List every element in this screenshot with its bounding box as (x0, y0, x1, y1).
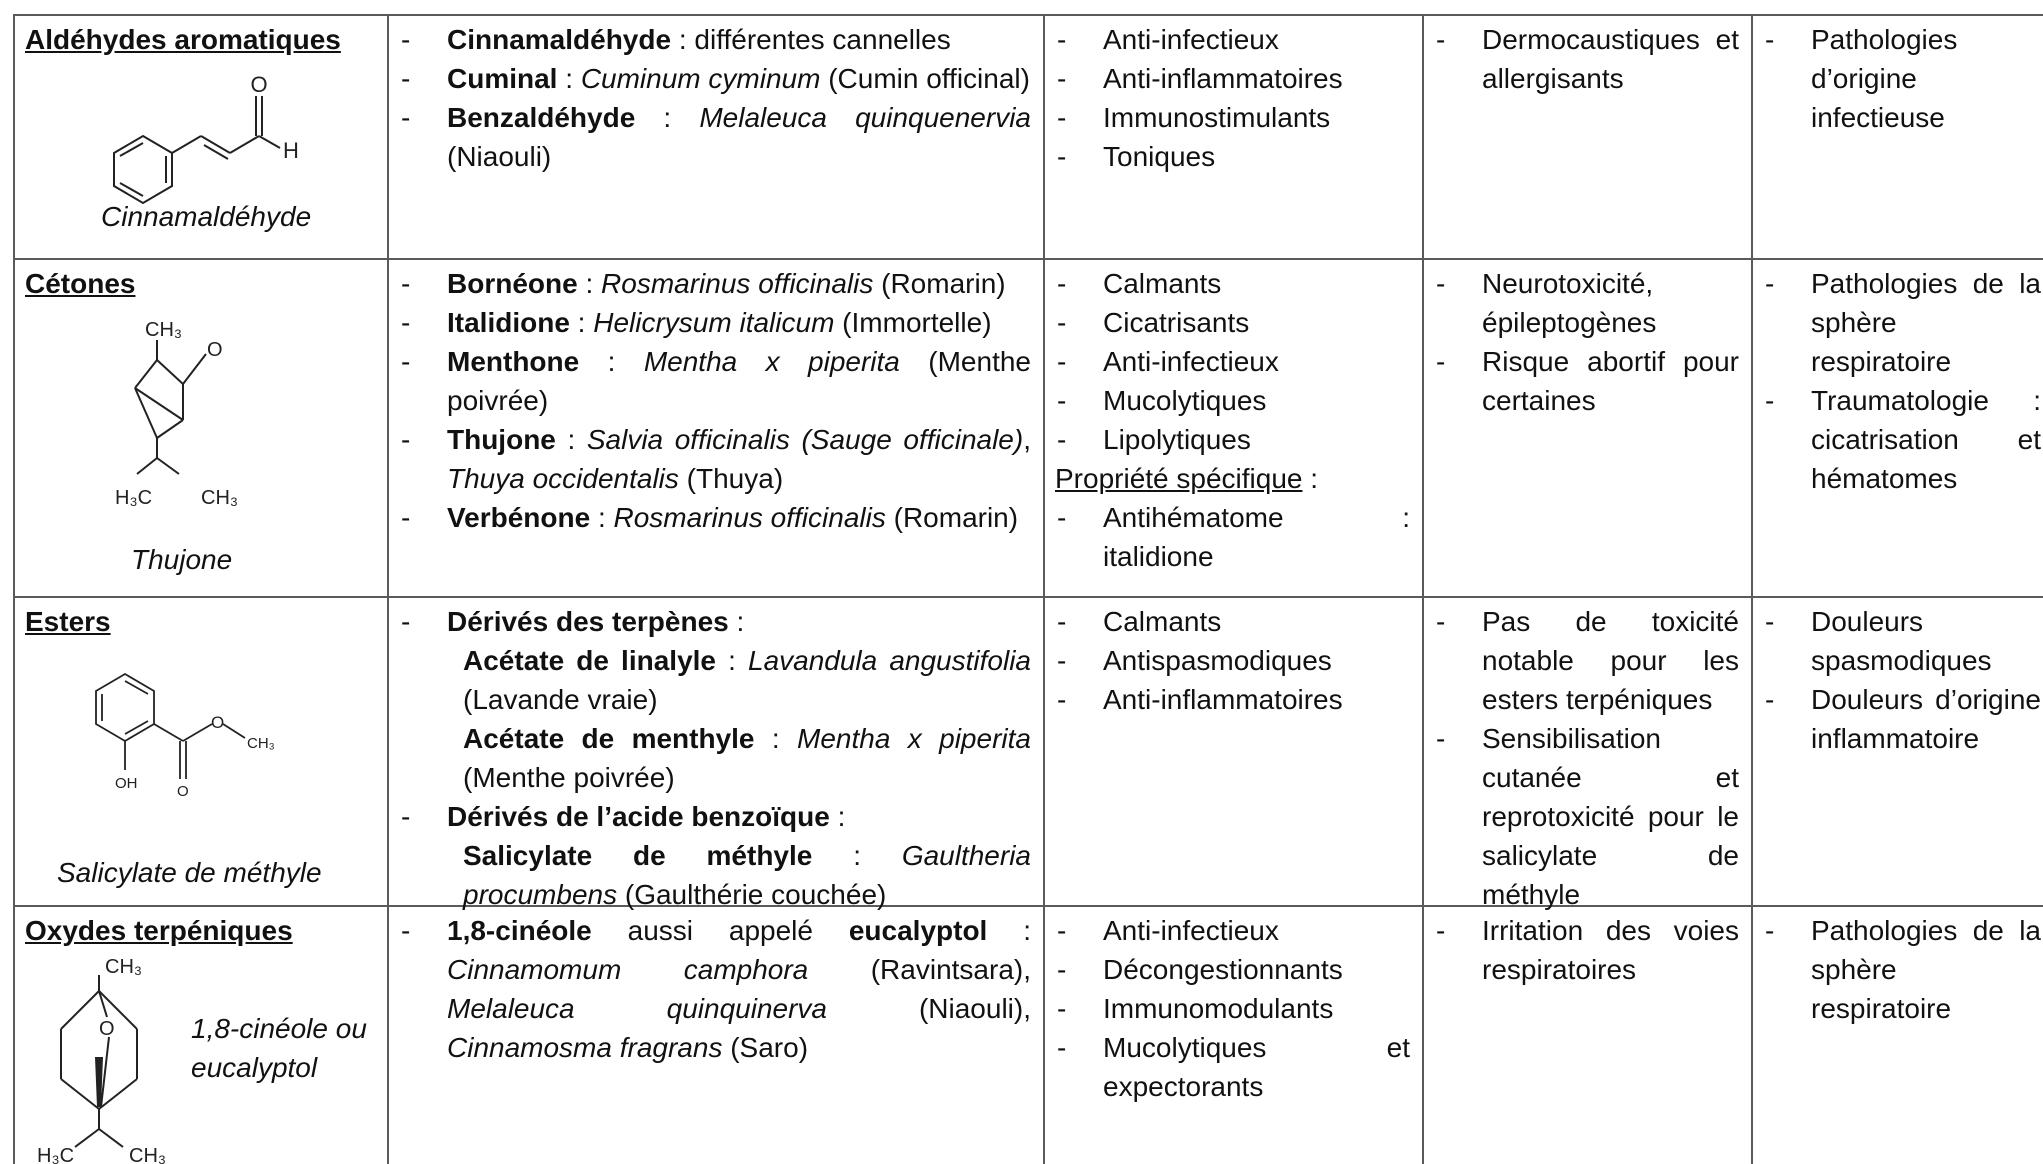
example-line (447, 911, 1031, 1067)
example-line (447, 641, 1031, 719)
example-text: : différentes cannelles (671, 24, 951, 55)
thujone-methyls (113, 480, 283, 520)
cinnamaldehyde-structure (83, 62, 323, 212)
toxicity-item: - Risque abortif pour certaines (1434, 342, 1739, 420)
atom-ch3: CH₃ (145, 319, 183, 341)
example-text: (Menthe poivrée) (463, 762, 675, 793)
example-text: : (728, 606, 745, 637)
toxicity-cell (1434, 602, 1739, 914)
atom-ch3: CH₃ (129, 1145, 167, 1164)
properties-cell (1055, 602, 1410, 719)
property-item: - Anti-infectieux (1055, 20, 1410, 59)
example-text: : (555, 424, 587, 455)
example-text: (Romarin) (873, 268, 1006, 299)
properties-cell: - Calmants - Cicatrisants - Anti-infectieux - Mucolytiques - Lipolytiques Propriété spécifique : - Antihématome : italidione (1055, 264, 1410, 576)
property-item: - Antispasmodiques (1055, 641, 1410, 680)
example-entry (399, 797, 1031, 914)
indication-item: - Traumatologie : cicatrisation et hématomes (1763, 381, 2041, 498)
atom-o: O (177, 783, 189, 800)
compound-name: Acétate de linalyle (463, 645, 716, 676)
example-text: (Saro) (722, 1032, 809, 1063)
example-text: : (754, 723, 798, 754)
chemical-families-table (13, 14, 2043, 1164)
atom-oh: OH (115, 775, 138, 792)
example-line (447, 836, 1031, 914)
species-name: Cinnamosma fragrans (447, 1032, 723, 1063)
atom-ch3: CH₃ (247, 735, 275, 752)
molecule-name: 1,8-cinéole ou eucalyptol (191, 1013, 367, 1083)
column-divider (387, 14, 389, 1164)
example-line (447, 264, 1031, 303)
compound-name: Verbénone (447, 502, 591, 533)
example-entry (399, 342, 1031, 420)
example-entry (399, 420, 1031, 498)
example-text: (Niaouli), (826, 993, 1031, 1024)
property-item: - Lipolytiques (1055, 420, 1410, 459)
example-text: (Romarin) (885, 502, 1019, 533)
property-item: - Mucolytiques (1055, 381, 1410, 420)
examples-cell (399, 602, 1031, 914)
indication-item: - Pathologies de la sphère respiratoire (1763, 911, 2041, 1028)
compound-name: Cinnamaldéhyde (447, 24, 672, 55)
example-line (447, 420, 1031, 498)
compound-name: Benzaldéhyde (447, 102, 636, 133)
toxicity-item: - Pas de toxicité notable pour les esters terpéniques (1434, 602, 1739, 719)
example-line (447, 797, 1031, 836)
example-line (447, 20, 1031, 59)
indication-item: - Pathologies de la sphère respiratoire (1763, 264, 2041, 381)
example-line (447, 498, 1031, 537)
family-name: Oxydes terpéniques (25, 915, 293, 946)
properties-cell (1055, 911, 1410, 1106)
species-name: Thuya occidentalis (447, 463, 679, 494)
example-text: : (590, 502, 614, 533)
examples-cell (399, 20, 1031, 176)
species-name: Melaleuca quinquinerva (447, 993, 827, 1024)
atom-o: O (99, 1018, 115, 1040)
example-text: : (579, 346, 644, 377)
species-name: Mentha x piperita (643, 346, 900, 377)
example-text: (Ravintsara), (808, 954, 1031, 985)
property-item: - Anti-infectieux (1055, 342, 1410, 381)
indications-cell (1763, 264, 2041, 498)
column-divider (1751, 14, 1753, 1164)
example-text: (Thuya) (678, 463, 784, 494)
methyl-salicylate-structure (63, 654, 323, 824)
property-item: - Cicatrisants (1055, 303, 1410, 342)
atom-o: O (250, 72, 268, 97)
compound-name: eucalyptol (848, 915, 988, 946)
example-text: : (829, 801, 846, 832)
specific-property-heading: Propriété spécifique (1055, 463, 1303, 494)
atom-h: H (283, 138, 299, 163)
species-name: Rosmarinus officinalis (601, 268, 874, 299)
compound-name: Dérivés de l’acide benzoïque (447, 801, 830, 832)
toxicity-item: - Neurotoxicité, épileptogènes (1434, 264, 1739, 342)
indications-cell (1763, 911, 2041, 1028)
species-name: Cuminum cyminum (580, 63, 821, 94)
example-text: , (1023, 424, 1031, 455)
compound-name: Dérivés des terpènes (447, 606, 729, 637)
example-line (447, 303, 1031, 342)
example-line (447, 98, 1031, 176)
family-name: Aldéhydes aromatiques (25, 24, 341, 55)
molecule-name: Salicylate de méthyle (57, 857, 322, 888)
compound-name: Thujone (447, 424, 556, 455)
compound-name: Salicylate de méthyle (463, 840, 813, 871)
example-text: aussi appelé (591, 915, 849, 946)
atom-h3c: H₃C (115, 487, 153, 509)
family-name: Cétones (25, 268, 136, 299)
example-text: (Gaulthérie couchée) (617, 879, 887, 910)
example-entry (399, 264, 1031, 303)
example-text: (Lavande vraie) (463, 684, 658, 715)
example-text: : (812, 840, 902, 871)
species-name: Helicrysum italicum (593, 307, 835, 338)
toxicity-item: - Dermocaustiques et allergisants (1434, 20, 1739, 98)
column-divider (1422, 14, 1424, 1164)
example-line (447, 342, 1031, 420)
example-line (447, 602, 1031, 641)
property-item: - Calmants (1055, 602, 1410, 641)
toxicity-item: - Sensibilisation cutanée et reprotoxicité pour le salicylate de méthyle (1434, 719, 1739, 914)
property-item: - Anti-inflammatoires (1055, 59, 1410, 98)
compound-name: Acétate de menthyle (463, 723, 755, 754)
example-text: : (987, 915, 1031, 946)
species-name: Gaultheria procumbens (463, 840, 1031, 910)
toxicity-cell (1434, 911, 1739, 989)
thujone-structure (103, 308, 283, 478)
property-item: - Anti-inflammatoires (1055, 680, 1410, 719)
compound-name: 1,8-cinéole (447, 915, 592, 946)
species-name: Cinnamomum camphora (447, 954, 809, 985)
molecule-name: Thujone (131, 544, 233, 575)
compound-name: Cuminal (447, 63, 558, 94)
property-item: - Décongestionnants (1055, 950, 1410, 989)
toxicity-cell (1434, 264, 1739, 420)
example-entry (399, 498, 1031, 537)
example-line (447, 59, 1031, 98)
example-entry (399, 98, 1031, 176)
atom-ch3: CH₃ (105, 956, 143, 978)
compound-name: Bornéone (447, 268, 578, 299)
example-text: : (557, 63, 581, 94)
example-text: : (577, 268, 602, 299)
property-item: - Anti-infectieux (1055, 911, 1410, 950)
atom-ch3: CH₃ (201, 487, 239, 509)
example-entry (399, 303, 1031, 342)
family-name: Esters (25, 606, 111, 637)
species-name: Mentha x piperita (797, 723, 1031, 754)
toxicity-cell (1434, 20, 1739, 98)
table-row (13, 905, 387, 1164)
column-divider (1043, 14, 1045, 1164)
table-row (13, 596, 387, 905)
property-item: - Immunostimulants (1055, 98, 1410, 137)
example-text: : (716, 645, 748, 676)
example-entry (399, 911, 1031, 1067)
example-text: (Immortelle) (834, 307, 992, 338)
property-item: - Immunomodulants (1055, 989, 1410, 1028)
atom-o: O (207, 339, 223, 361)
example-entry (399, 59, 1031, 98)
compound-name: Menthone (447, 346, 580, 377)
species-name: Rosmarinus officinalis (613, 502, 886, 533)
atom-h3c: H₃C (37, 1145, 75, 1164)
property-item: - Mucolytiques et expectorants (1055, 1028, 1410, 1106)
example-text: : (635, 102, 700, 133)
specific-property-item: - Antihématome : italidione (1055, 498, 1410, 576)
examples-cell (399, 264, 1031, 537)
indications-cell (1763, 602, 2041, 758)
species-name: Lavandula angustifolia (748, 645, 1031, 676)
cineole-structure (17, 949, 187, 1164)
properties-cell (1055, 20, 1410, 176)
example-entry (399, 20, 1031, 59)
example-entry (399, 602, 1031, 797)
compound-name: Italidione (447, 307, 570, 338)
toxicity-item: - Irritation des voies respiratoires (1434, 911, 1739, 989)
example-line (447, 719, 1031, 797)
example-text: (Cumin officinal) (820, 63, 1030, 94)
example-text: (Niaouli) (447, 141, 552, 172)
table-row (13, 258, 387, 596)
examples-cell (399, 911, 1031, 1067)
indications-cell (1763, 20, 2041, 137)
indication-item: - Pathologies d’origine infectieuse (1763, 20, 2041, 137)
example-text: : (569, 307, 594, 338)
species-name: Melaleuca quinquenervia (699, 102, 1031, 133)
indication-item: - Douleurs spasmodiques (1763, 602, 2041, 680)
example-text: (Menthe poivrée) (447, 346, 1031, 416)
atom-o: O (211, 713, 225, 732)
molecule-name: Cinnamaldéhyde (101, 201, 312, 232)
table-row (13, 14, 387, 258)
property-item: - Calmants (1055, 264, 1410, 303)
indication-item: - Douleurs d’origine inflammatoire (1763, 680, 2041, 758)
property-item: - Toniques (1055, 137, 1410, 176)
species-name: Salvia officinalis (Sauge officinale) (586, 424, 1024, 455)
